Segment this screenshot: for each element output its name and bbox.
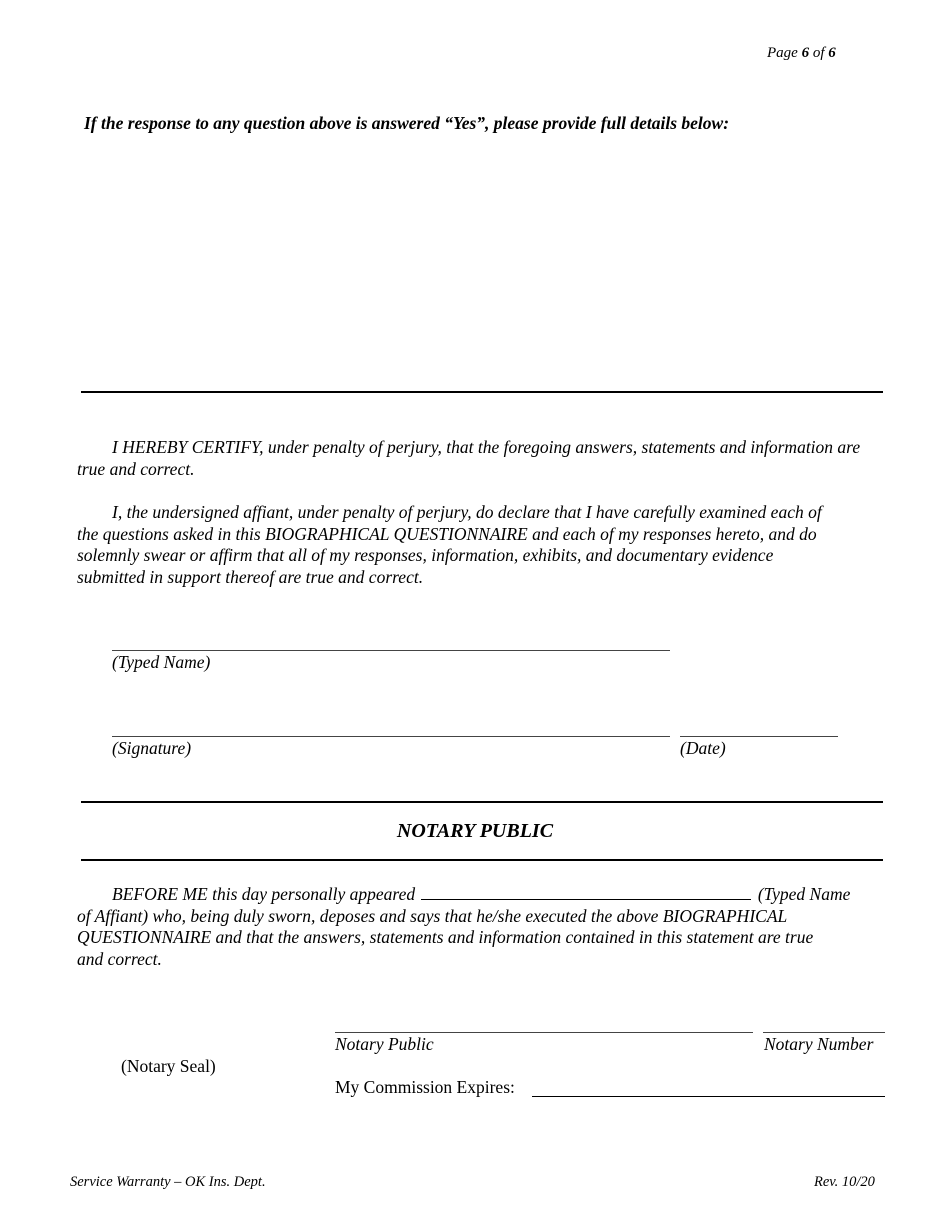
divider-details <box>81 391 883 393</box>
commission-expires-line[interactable] <box>532 1096 885 1097</box>
page-current: 6 <box>801 45 810 61</box>
date-line[interactable] <box>680 736 838 737</box>
details-response-area[interactable] <box>81 140 883 385</box>
notary-paragraph-line-4: and correct. <box>77 948 162 969</box>
page-total: 6 <box>828 45 836 61</box>
notary-paragraph-typed-name: (Typed Name <box>757 884 851 904</box>
certification-paragraph-2: I, the undersigned affiant, under penalty of perjury, do declare that I have carefully examined each of the questions asked in this BIOGRAPHICAL QUESTIONNAIRE and each of my responses hereto, and do solemnly swear or affirm that all of my responses, information, exhibits, and documentary evidence submitted in support thereof are true and correct. <box>77 502 822 587</box>
page-of: of <box>812 45 825 61</box>
notary-number-label: Notary Number <box>764 1034 874 1054</box>
footer-left: Service Warranty – OK Ins. Dept. <box>70 1174 266 1190</box>
notary-paragraph-line-2: of Affiant) who, being duly sworn, deposes and says that he/she executed the above BIOGRAPHICAL <box>77 905 788 926</box>
divider-notary-top <box>81 801 883 803</box>
commission-expires <box>335 1077 515 1098</box>
page-word: Page <box>767 45 798 61</box>
affiant-name-blank[interactable] <box>421 884 751 900</box>
notary-paragraph-line-3: QUESTIONNAIRE and that the answers, statements and information contained in this statement are true <box>77 927 814 947</box>
notary-title: NOTARY PUBLIC <box>396 820 554 842</box>
notary-seal-label: (Notary Seal) <box>121 1056 216 1076</box>
typed-name-label: (Typed Name) <box>112 652 211 672</box>
notary-paragraph <box>77 884 897 970</box>
details-instruction: If the response to any question above is answered “Yes”, please provide full details below: <box>84 113 730 133</box>
date-label: (Date) <box>680 738 726 758</box>
certification-paragraph-1: I HEREBY CERTIFY, under penalty of perjury, that the foregoing answers, statements and information are true and correct. <box>77 437 861 479</box>
typed-name-line[interactable] <box>112 650 670 651</box>
notary-public-label: Notary Public <box>335 1034 434 1054</box>
notary-number-line[interactable] <box>763 1032 885 1033</box>
commission-expires-label: My Commission Expires: <box>335 1077 515 1097</box>
signature-line[interactable] <box>112 736 670 737</box>
footer-right: Rev. 10/20 <box>814 1174 875 1190</box>
divider-notary-bottom <box>81 859 883 861</box>
notary-public-line[interactable] <box>335 1032 753 1033</box>
page-number <box>767 45 836 62</box>
notary-paragraph-start: BEFORE ME this day personally appeared <box>112 884 416 904</box>
signature-label: (Signature) <box>112 738 192 758</box>
